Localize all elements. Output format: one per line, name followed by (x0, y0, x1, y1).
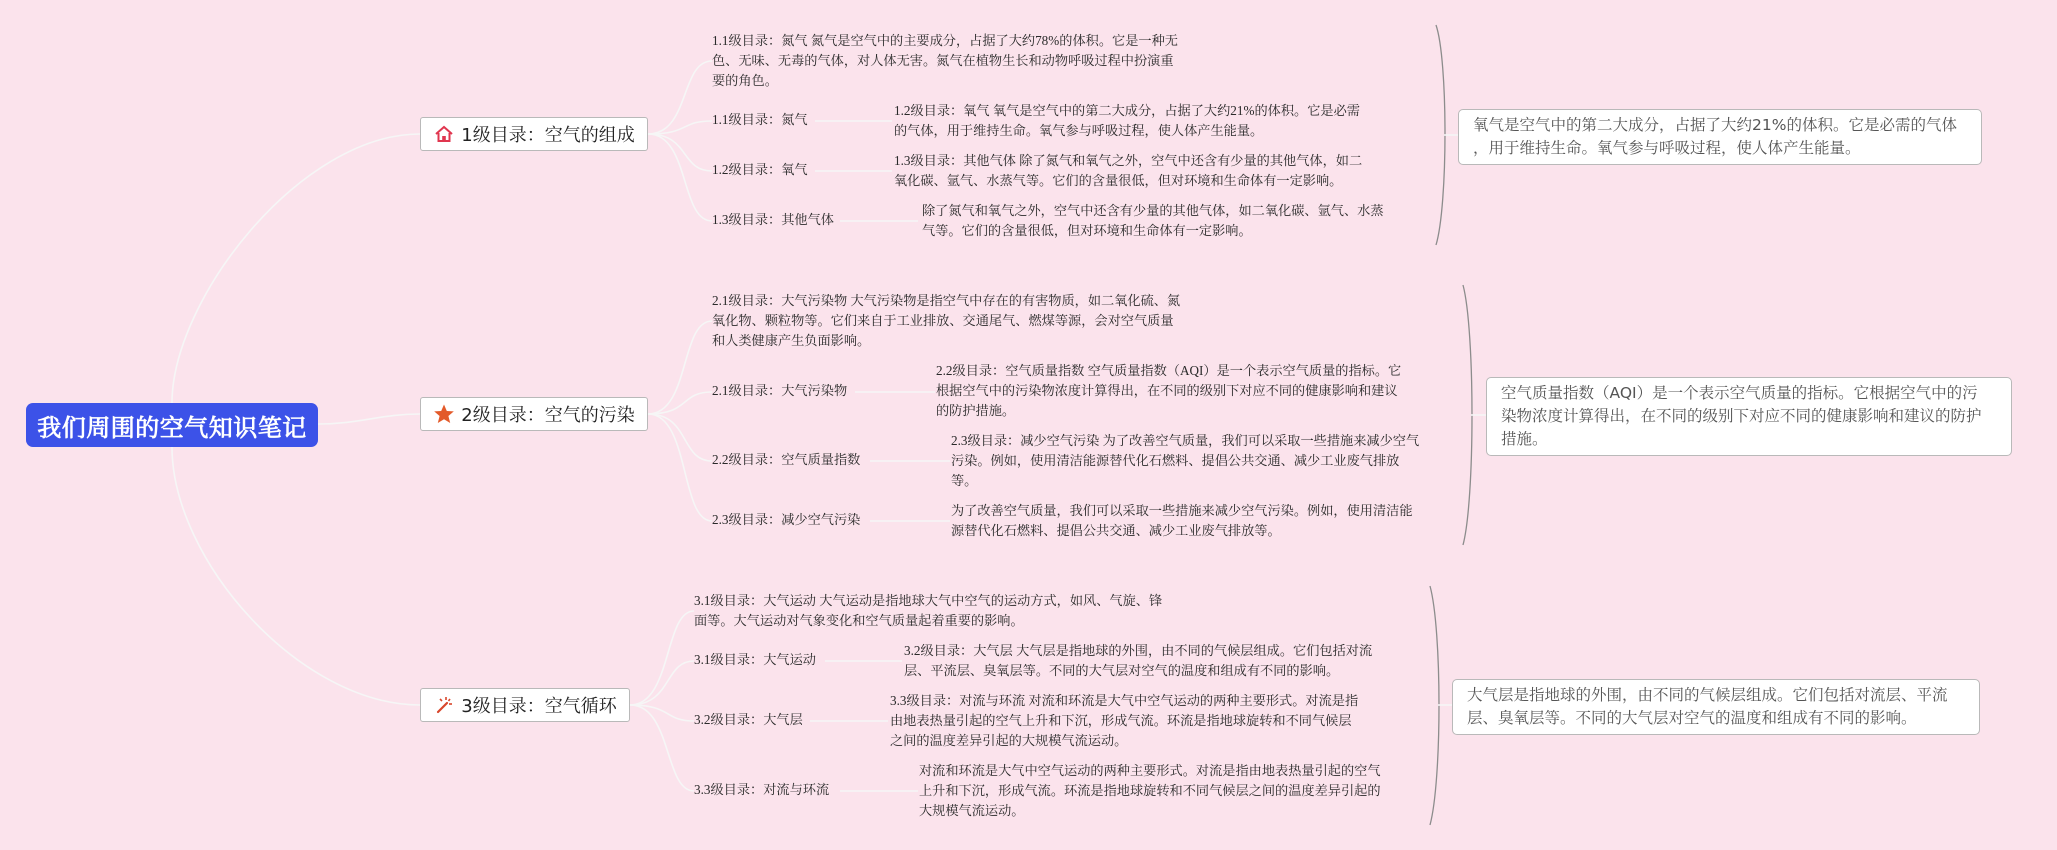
subtopic-aqi[interactable]: 2.2级目录：空气质量指数 (712, 452, 861, 467)
intro-text: 3.1级目录：大气运动 大气运动是指地球大气中空气的运动方式，如风、气旋、锋 面等。大气运动对气象变化和空气质量起着重要的影响。 (694, 593, 1163, 628)
branch-label: 3级目录：空气循环 (461, 696, 617, 717)
detail-text: 1.3级目录：其他气体 除了氮气和氧气之外，空气中还含有少量的其他气体，如二 氧化碳、氩气、水蒸气等。它们的含量很低，但对环境和生命体有一定影响。 (894, 153, 1363, 188)
detail-text: 对流和环流是大气中空气运动的两种主要形式。对流是指由地表热量引起的空气 上升和下沉，形成气流。环流是指地球旋转和不同气候层之间的温度差异引起的 大规模气流运动。 (919, 763, 1381, 818)
branch-topic-circulation[interactable] (420, 688, 630, 722)
detail-text: 2.2级目录：空气质量指数 空气质量指数（AQI）是一个表示空气质量的指标。它 根据空气中的污染物浓度计算得出，在不同的级别下对应不同的健康影响和建议 的防护措施。 (936, 363, 1402, 418)
detail-text: 为了改善空气质量，我们可以采取一些措施来减少空气污染。例如，使用清洁能 源替代化石燃料、提倡公共交通、减少工业废气排放等。 (951, 503, 1413, 538)
summary-box[interactable]: 大气层是指地球的外围，由不同的气候层组成。它们包括对流层、平流 层、臭氧层等。不同的大气层对空气的温度和组成有不同的影响。 (1452, 679, 1980, 735)
star-icon (433, 403, 455, 425)
detail-text: 3.3级目录：对流与环流 对流和环流是大气中空气运动的两种主要形式。对流是指 由地表热量引起的空气上升和下沉，形成气流。环流是指地球旋转和不同气候层 之间的温度差异引起的大规模气流运动。 (890, 693, 1359, 748)
subtopic-atmosphere[interactable]: 3.2级目录：大气层 (694, 712, 803, 727)
subtopic-pollutants[interactable]: 2.1级目录：大气污染物 (712, 383, 848, 398)
subtopic-atmospheric-motion[interactable]: 3.1级目录：大气运动 (694, 652, 816, 667)
detail-text: 2.3级目录：减少空气污染 为了改善空气质量，我们可以采取一些措施来减少空气 污染。例如，使用清洁能源替代化石燃料、提倡公共交通、减少工业废气排放 等。 (951, 433, 1420, 488)
home-icon (433, 123, 455, 145)
detail-text: 3.2级目录：大气层 大气层是指地球的外围，由不同的气候层组成。它们包括对流 层、平流层、臭氧层等。不同的大气层对空气的温度和组成有不同的影响。 (904, 643, 1373, 678)
branch-label: 2级目录：空气的污染 (461, 405, 635, 426)
branch-topic-composition[interactable] (420, 117, 648, 151)
summary-box[interactable]: 空气质量指数（AQI）是一个表示空气质量的指标。它根据空气中的污 染物浓度计算得出，在不同的级别下对应不同的健康影响和建议的防护 措施。 (1486, 377, 2012, 456)
subtopic-nitrogen[interactable]: 1.1级目录：氮气 (712, 112, 808, 127)
root-topic[interactable]: 我们周围的空气知识笔记 (26, 403, 318, 447)
detail-text: 1.2级目录：氧气 氧气是空气中的第二大成分，占据了大约21%的体积。它是必需 的气体，用于维持生命。氧气参与呼吸过程，使人体产生能量。 (894, 103, 1360, 138)
intro-text: 1.1级目录：氮气 氮气是空气中的主要成分，占据了大约78%的体积。它是一种无 色、无味、无毒的气体，对人体无害。氮气在植物生长和动物呼吸过程中扮演重 要的角色。 (712, 33, 1178, 88)
intro-text: 2.1级目录：大气污染物 大气污染物是指空气中存在的有害物质，如二氧化硫、氮 氧化物、颗粒物等。它们来自于工业排放、交通尾气、燃煤等源，会对空气质量 和人类健康产生负面影响。 (712, 293, 1181, 348)
branch-label: 1级目录：空气的组成 (461, 125, 635, 146)
branch-topic-pollution[interactable] (420, 397, 648, 431)
subtopic-convection-circulation[interactable]: 3.3级目录：对流与环流 (694, 782, 830, 797)
subtopic-other-gases[interactable]: 1.3级目录：其他气体 (712, 212, 834, 227)
detail-text: 除了氮气和氧气之外，空气中还含有少量的其他气体，如二氧化碳、氩气、水蒸 气等。它们的含量很低，但对环境和生命体有一定影响。 (922, 203, 1384, 238)
subtopic-oxygen[interactable]: 1.2级目录：氧气 (712, 162, 808, 177)
summary-box[interactable]: 氧气是空气中的第二大成分，占据了大约21%的体积。它是必需的气体 ，用于维持生命。氧气参与呼吸过程，使人体产生能量。 (1458, 109, 1982, 165)
magic-wand-icon (433, 694, 455, 716)
subtopic-reduce-pollution[interactable]: 2.3级目录：减少空气污染 (712, 512, 861, 527)
